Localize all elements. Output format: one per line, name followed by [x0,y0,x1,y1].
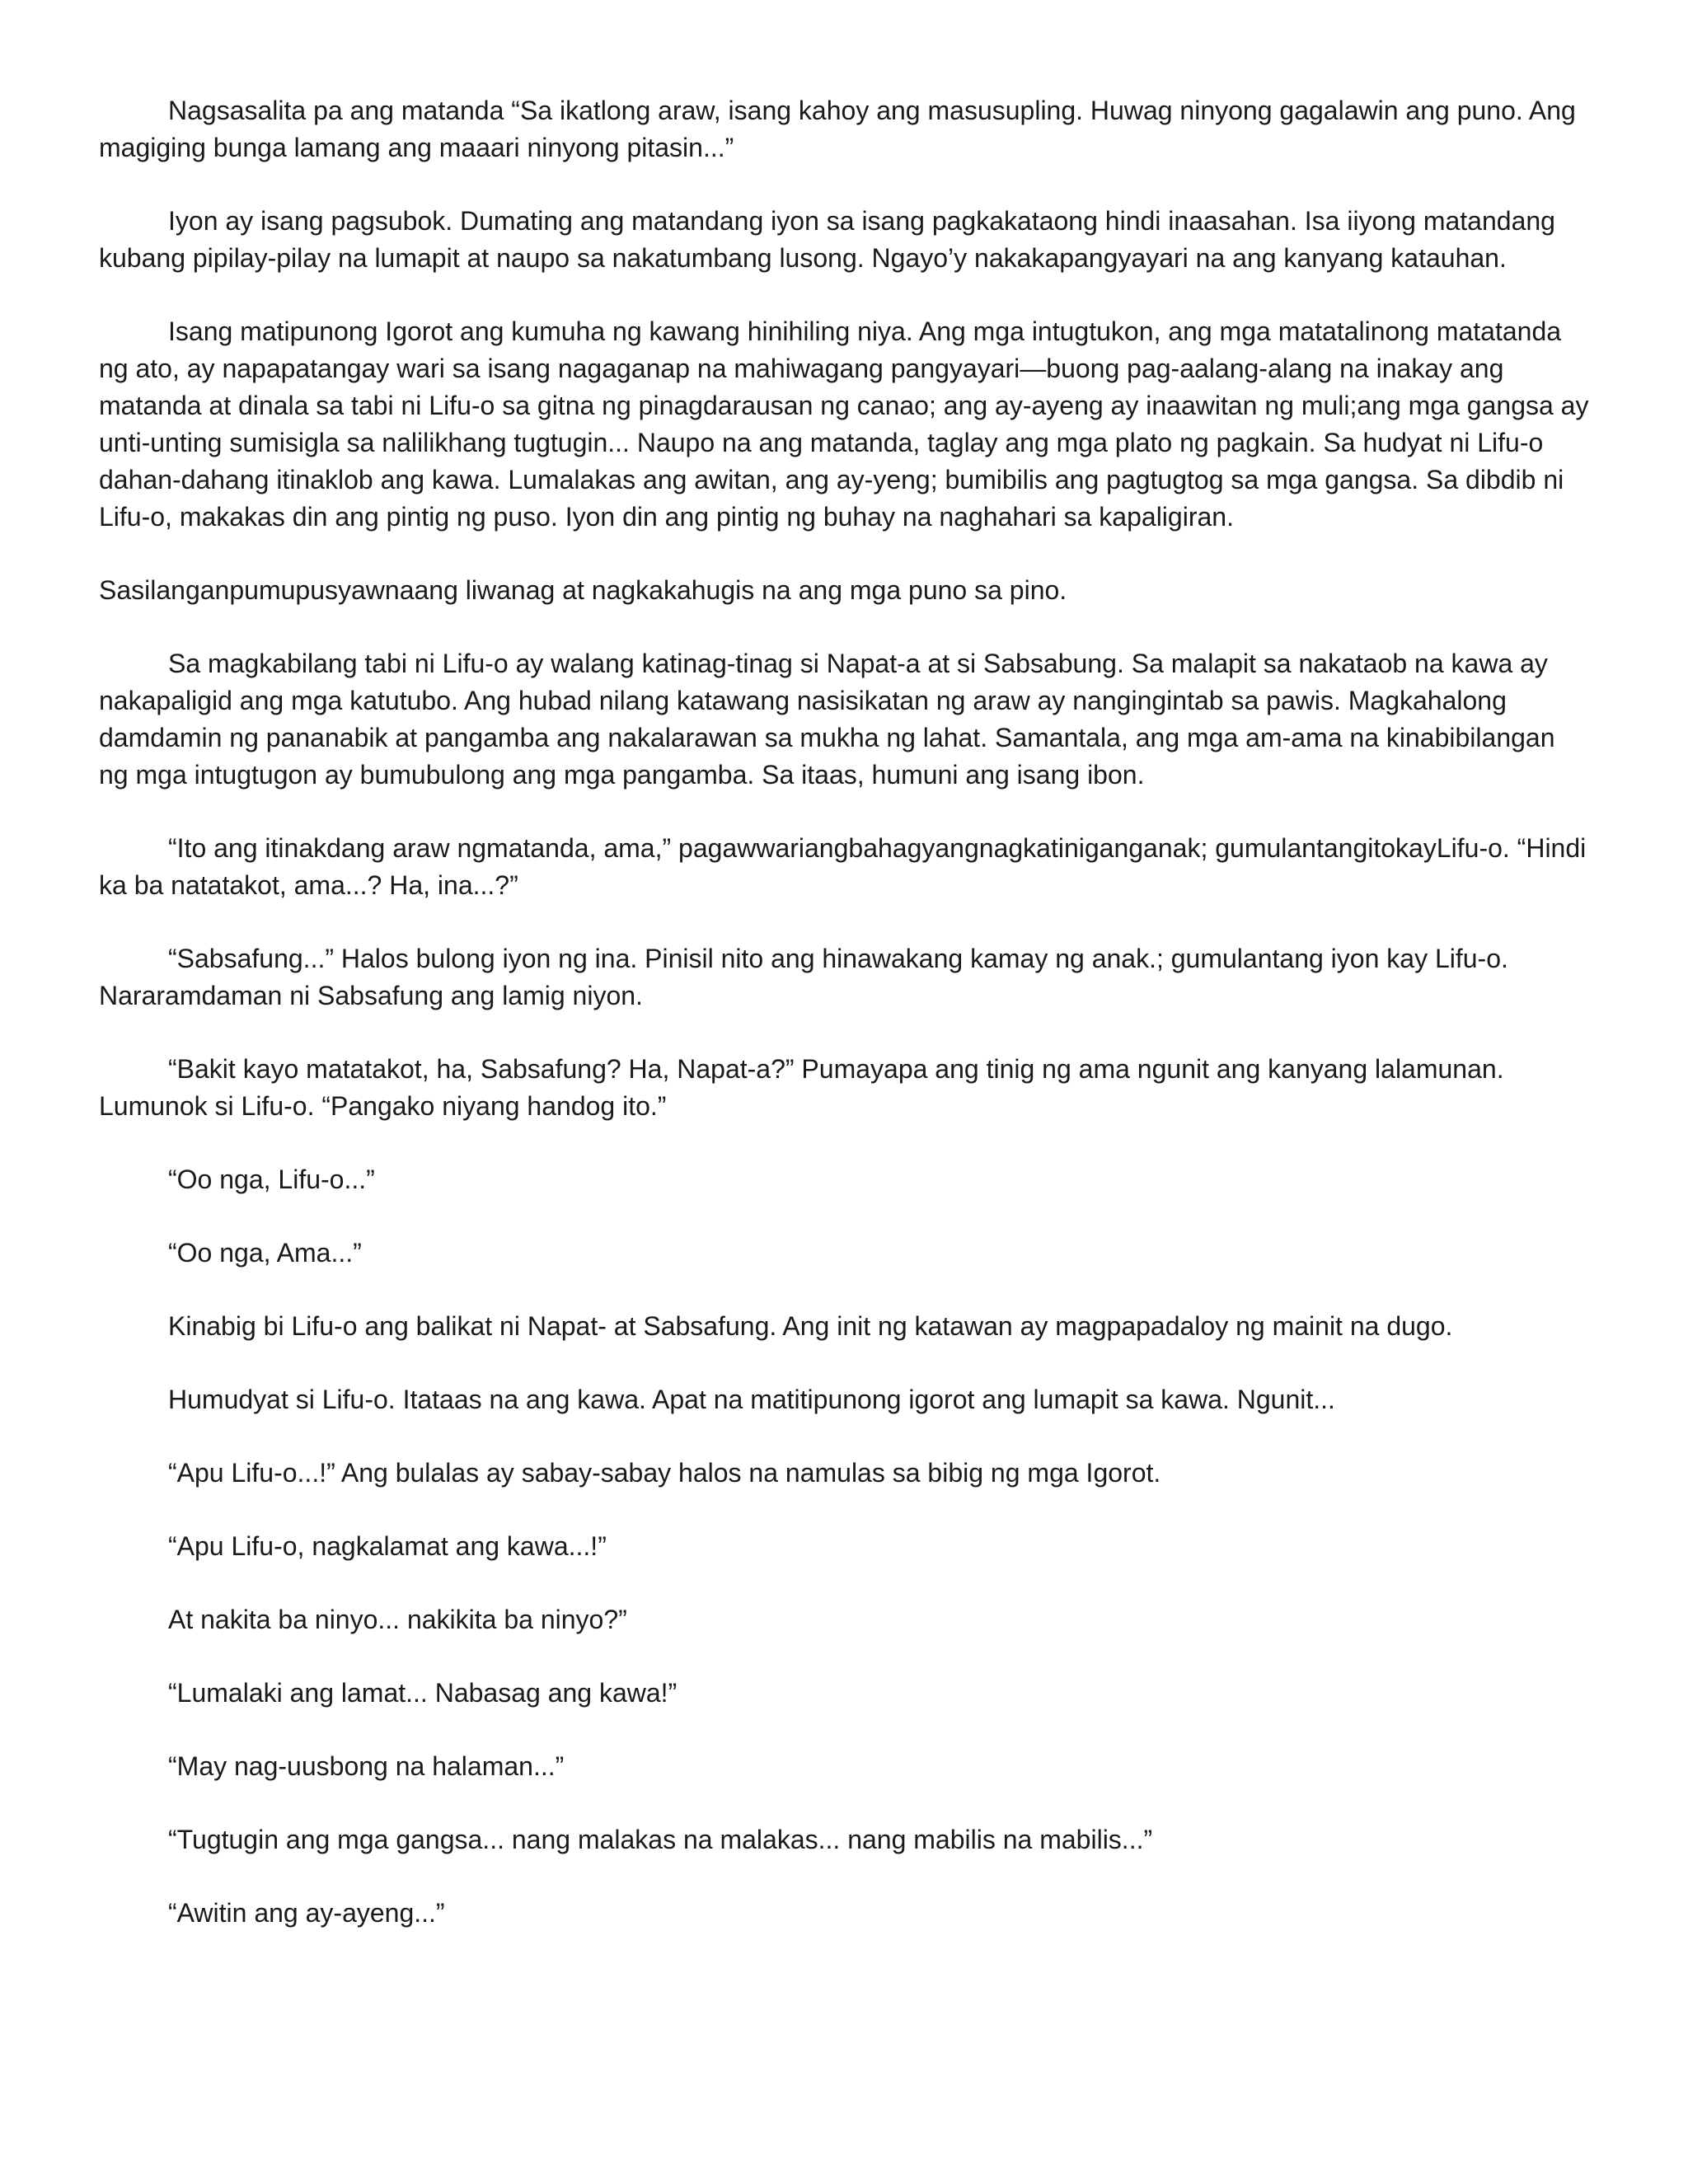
dialogue-line: “Apu Lifu-o...!” Ang bulalas ay sabay-sabay halos na namulas sa bibig ng mga Igorot. [168,1458,1161,1488]
paragraph-7: “Sabsafung...” Halos bulong iyon ng ina. Pinisil nito ang hinawakang kamay ng anak.; gumulantang iyon kay Lifu-o. Nararamdaman ni Sabsafung ang lamig niyon. [99,944,1508,1010]
paragraph-1: Nagsasalita pa ang matanda “Sa ikatlong araw, isang kahoy ang masusupling. Huwag ninyong gagalawin ang puno. Ang magiging bunga lamang ang maaari ninyong pitasin...” [99,96,1576,162]
dialogue-line: “Oo nga, Ama...” [168,1238,362,1268]
paragraph-8: “Bakit kayo matatakot, ha, Sabsafung? Ha, Napat-a?” Pumayapa ang tinig ng ama ngunit ang kanyang lalamunan. Lumunok si Lifu-o. “Pangako niyang handog ito.” [99,1054,1504,1121]
paragraph-5: Sa magkabilang tabi ni Lifu-o ay walang katinag-tinag si Napat-a at si Sabsabung. Sa malapit sa nakataob na kawa ay nakapaligid ang mga katutubo. Ang hubad nilang katawang nasisikatan ng araw ay nangingintab sa pawis. Magkahalong damdamin ng pananabik at pangamba ang nakalarawan sa mukha ng lahat. Samantala, ang mga am-ama na kinabibilangan ng mga intugtugon ay bumubulong ang mga pangamba. Sa itaas, humuni ang isang ibon. [99,649,1555,790]
paragraph-2: Iyon ay isang pagsubok. Dumating ang matandang iyon sa isang pagkakataong hindi inaasahan. Isa iiyong matandang kubang pipilay-pilay na lumapit at naupo sa nakatumbang lusong. Ngayo’y nakakapangyayari na ang kanyang katauhan. [99,206,1555,273]
narration-line: Kinabig bi Lifu-o ang balikat ni Napat- at Sabsafung. Ang init ng katawan ay magpapadaloy ng mainit na dugo. [168,1311,1453,1341]
dialogue-line: “Tugtugin ang mga gangsa... nang malakas na malakas... nang mabilis na mabilis...” [168,1825,1153,1854]
dialogue-line: At nakita ba ninyo... nakikita ba ninyo?” [168,1605,627,1634]
dialogue-line: “Oo nga, Lifu-o...” [168,1165,375,1194]
dialogue-line: “Apu Lifu-o, nagkalamat ang kawa...!” [168,1531,607,1561]
document-page [99,92,1589,1968]
paragraph-3: Isang matipunong Igorot ang kumuha ng kawang hinihiling niya. Ang mga intugtukon, ang mga matatalinong matatanda ng ato, ay napapatangay wari sa isang nagaganap na mahiwagang pangyayari—buong pag-aalang-alang na inakay ang matanda at dinala sa tabi ni Lifu-o sa gitna ng pinagdarausan ng canao; ang ay-ayeng ay inaawitan ng muli;ang mga gangsa ay unti-unting sumisigla sa nalilikhang tugtugin... Naupo na ang matanda, taglay ang mga plato ng pagkain. Sa hudyat ni Lifu-o dahan-dahang itinaklob ang kawa. Lumalakas ang awitan, ang ay-yeng; bumibilis ang pagtugtog sa mga gangsa. Sa dibdib ni Lifu-o, makakas din ang pintig ng puso. Iyon din ang pintig ng buhay na naghahari sa kapaligiran. [99,316,1589,532]
dialogue-line: “Lumalaki ang lamat... Nabasag ang kawa!” [168,1678,678,1708]
paragraph-4: Sasilanganpumupusyawnaang liwanag at nagkakahugis na ang mga puno sa pino. [99,575,1067,605]
paragraph-6: “Ito ang itinakdang araw ngmatanda, ama,” pagawwariangbahagyangnagkatiniganganak; gumulantangitokayLifu-o. “Hindi ka ba natatakot, ama...? Ha, ina...?” [99,833,1587,900]
dialogue-line: “Awitin ang ay-ayeng...” [168,1898,445,1928]
dialogue-line: “May nag-uusbong na halaman...” [168,1751,565,1781]
narration-line: Humudyat si Lifu-o. Itataas na ang kawa. Apat na matitipunong igorot ang lumapit sa kawa. Ngunit... [168,1385,1335,1414]
